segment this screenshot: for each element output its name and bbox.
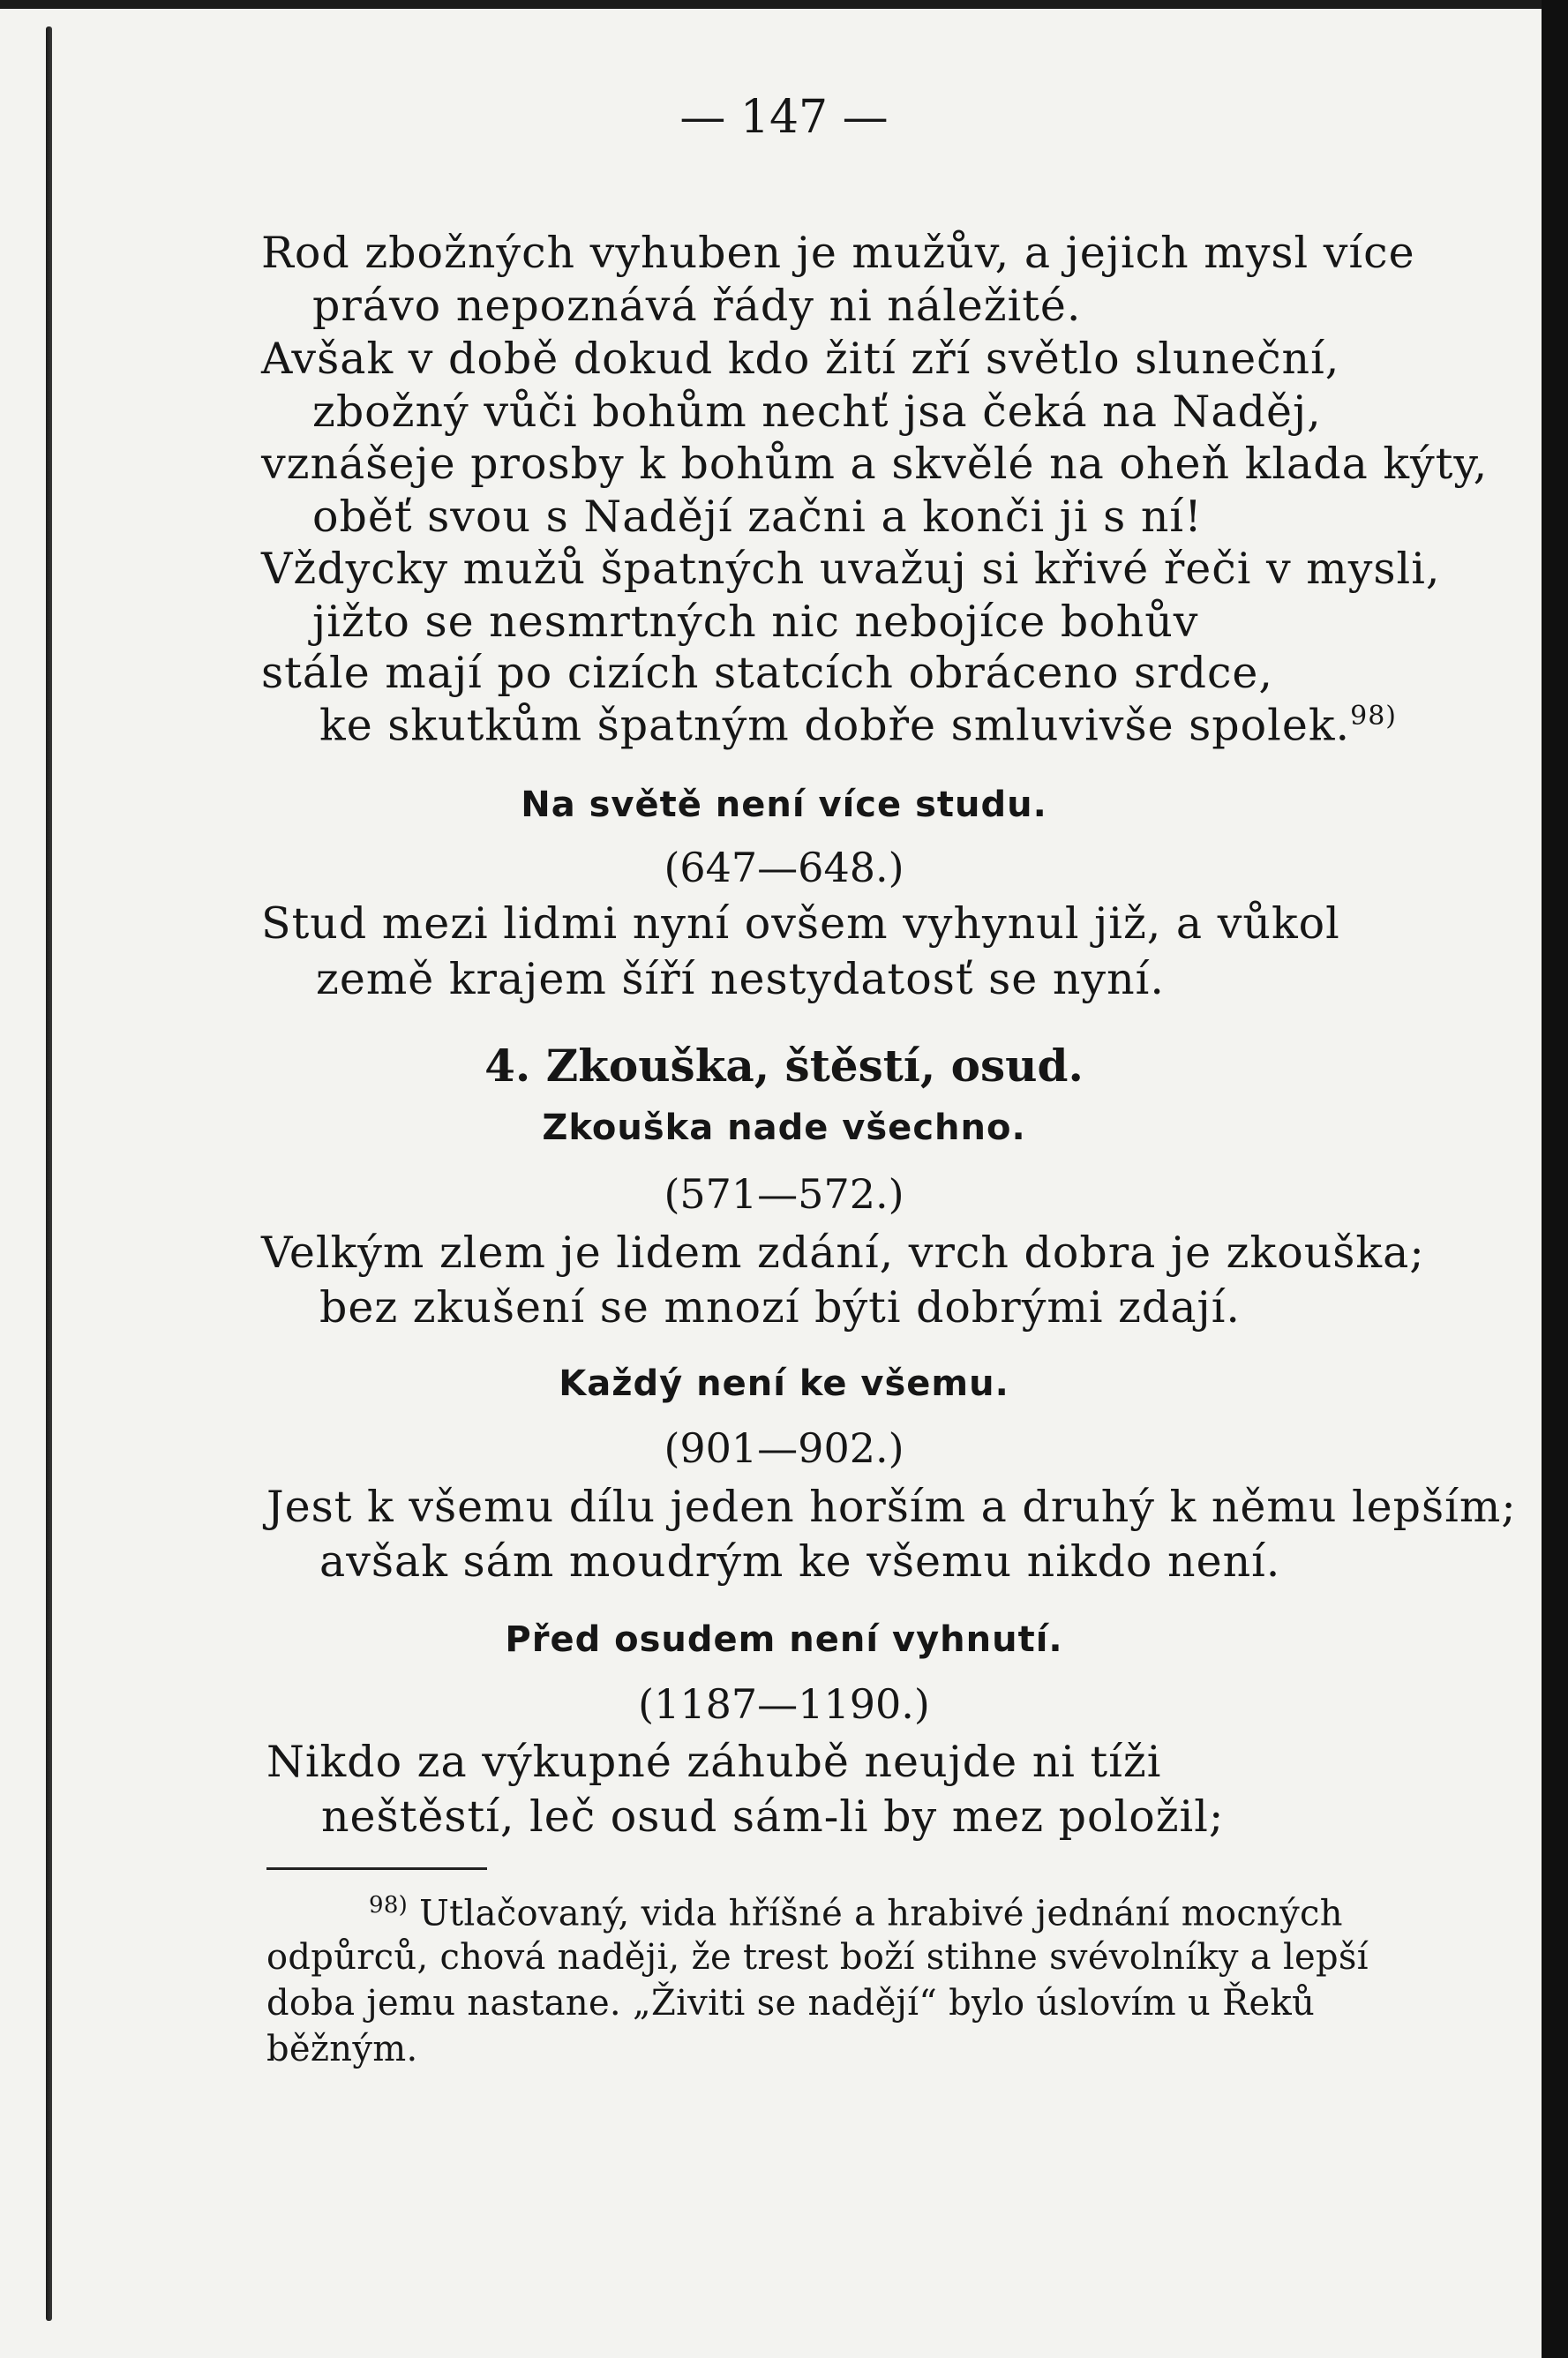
poem-line: Avšak v době dokud kdo žití zří světlo sluneční, [261,334,1340,384]
footnote-rule [266,1867,487,1870]
poem-line: Velkým zlem je lidem zdání, vrch dobra je zkouška; [261,1228,1425,1278]
poem-line: bez zkušení se mnozí býti dobrými zdají. [319,1282,1241,1333]
poem-line: zbožný vůči bohům nechť jsa čeká na Naděj, [312,387,1322,437]
section-title: 4. Zkouška, štěstí, osud. [484,1040,1084,1092]
poem-line: neštěstí, leč osud sám-li by mez položil; [321,1791,1225,1842]
footnote-text: Utlačovaný, vida hříšné a hrabivé jednání mocných [419,1893,1343,1934]
poem-line: právo nepoznává řády ni náležité. [312,281,1082,331]
poem-line: Rod zbožných vyhuben je mužův, a jejich mysl více [261,228,1415,278]
poem-line: stále mají po cizích statcích obráceno srdce, [261,648,1273,698]
footnote-line: odpůrců, chová naději, že trest boží stihne svévolníky a lepší [266,1937,1369,1978]
heading-shame: Na světě není více studu. [521,785,1047,825]
poem-line: Nikdo za výkupné záhubě neujde ni tíži [266,1737,1162,1787]
footnote-line: běžným. [266,2029,418,2069]
poem-line: země krajem šíří nestydatosť se nyní. [316,954,1165,1004]
heading-fate: Před osudem není vyhnutí. [505,1619,1063,1660]
footnote-line: doba jemu nastane. „Živiti se nadějí“ bylo úslovím u Řeků [266,1983,1316,2024]
poem-line: Jest k všemu dílu jeden horším a druhý k němu lepším; [266,1482,1517,1532]
heading-trial: Zkouška nade všechno. [542,1108,1026,1148]
footnote-line [369,1892,1542,1934]
poem-line: vznášeje prosby k bohům a skvělé na oheň klada kýty, [261,439,1489,489]
heading-not-everyone: Každý není ke všemu. [559,1363,1009,1404]
page-number: — 147 — [679,91,889,144]
poem-line: jižto se nesmrtných nic nebojíce bohův [312,597,1199,647]
footnote-mark: 98) [369,1892,409,1919]
poem-line [319,700,1398,751]
verse-ref-3: (901—902.) [664,1424,904,1472]
poem-line: Stud mezi lidmi nyní ovšem vyhynul již, a vůkol [261,898,1340,949]
scan-top-edge [0,0,1568,9]
verse-ref-4: (1187—1190.) [638,1680,930,1728]
poem-line: Vždycky mužů špatných uvažuj si křivé řeči v mysli, [261,544,1441,594]
verse-ref-2: (571—572.) [664,1170,904,1218]
verse-ref-1: (647—648.) [664,844,904,891]
poem-line-text: ke skutkům špatným dobře smluvivše spolek. [319,700,1351,751]
poem-line: avšak sám moudrým ke všemu nikdo není. [319,1536,1281,1587]
footnote-ref-98: 98) [1350,701,1398,732]
poem-line: oběť svou s Nadějí začni a konči ji s ní! [312,492,1203,542]
